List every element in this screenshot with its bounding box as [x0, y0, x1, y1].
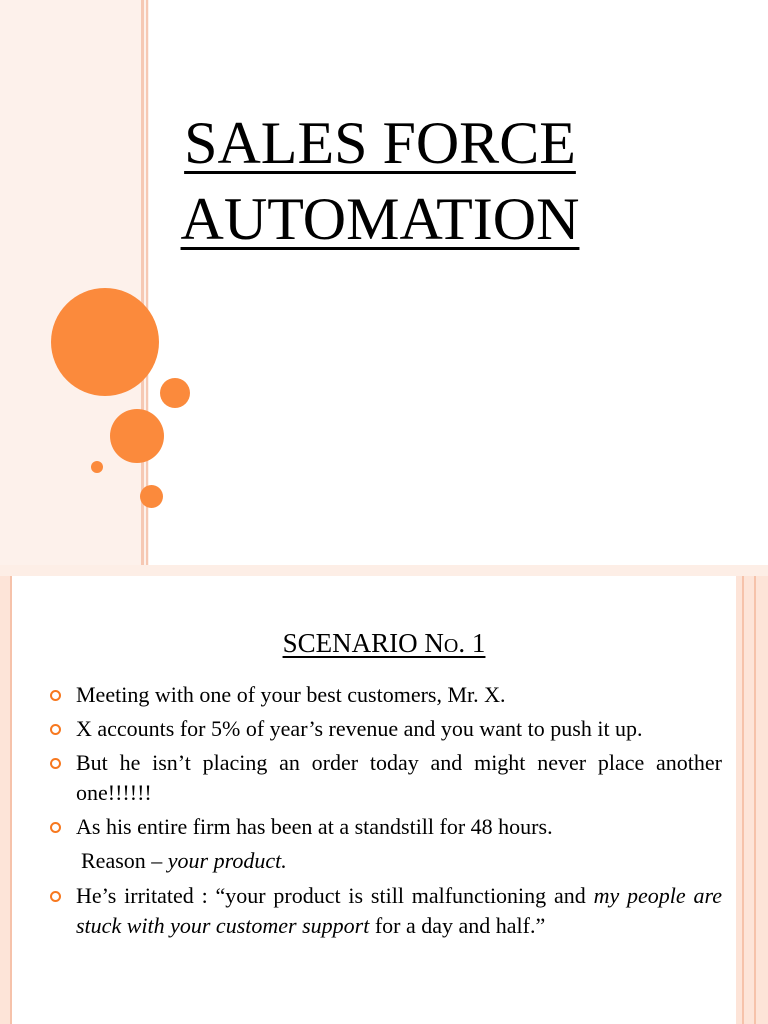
medium-circle-decoration: [110, 409, 164, 463]
list-item-text: for a day and half.”: [369, 913, 546, 938]
title-line-2: AUTOMATION: [180, 186, 580, 252]
bullet-list: [46, 680, 722, 945]
heading-small-caps: O: [443, 635, 459, 657]
slide-title: [150, 105, 610, 257]
left-panel: [0, 0, 149, 576]
reason-label: Reason –: [81, 848, 168, 873]
small-circle-decoration: [160, 378, 190, 408]
hollow-circle-bullet-icon: [50, 758, 61, 769]
hollow-circle-bullet-icon: [50, 690, 61, 701]
slide-bottom-band: [0, 565, 768, 576]
list-item: [46, 714, 722, 744]
list-item: [46, 881, 722, 941]
list-item-emphasis: my people are stuck with your customer support: [76, 883, 722, 938]
list-item-text: Meeting with one of your best customers, Mr. X.: [76, 682, 506, 707]
list-item-text: X accounts for 5% of year’s revenue and you want to push it up.: [76, 716, 643, 741]
heading-text: SCENARIO N: [282, 628, 444, 658]
list-item-text: He’s irritated : “your product is still malfunctioning and: [76, 883, 594, 908]
hollow-circle-bullet-icon: [50, 724, 61, 735]
list-item: [46, 812, 722, 842]
scenario-heading: [0, 628, 768, 659]
hollow-circle-bullet-icon: [50, 822, 61, 833]
list-item: [46, 680, 722, 710]
small-circle-decoration: [140, 485, 163, 508]
reason-line: [46, 846, 722, 876]
list-item-text: As his entire firm has been at a standstill for 48 hours.: [76, 814, 553, 839]
list-item-text: But he isn’t placing an order today and might never place another one!!!!!!: [76, 750, 722, 805]
tiny-circle-decoration: [91, 461, 103, 473]
title-line-1: SALES FORCE: [184, 110, 576, 176]
list-item: [46, 748, 722, 808]
reason-value: your product.: [167, 848, 287, 873]
hollow-circle-bullet-icon: [50, 891, 61, 902]
scenario-slide: [0, 576, 768, 1024]
large-circle-decoration: [51, 288, 159, 396]
heading-number: . 1: [458, 628, 486, 658]
